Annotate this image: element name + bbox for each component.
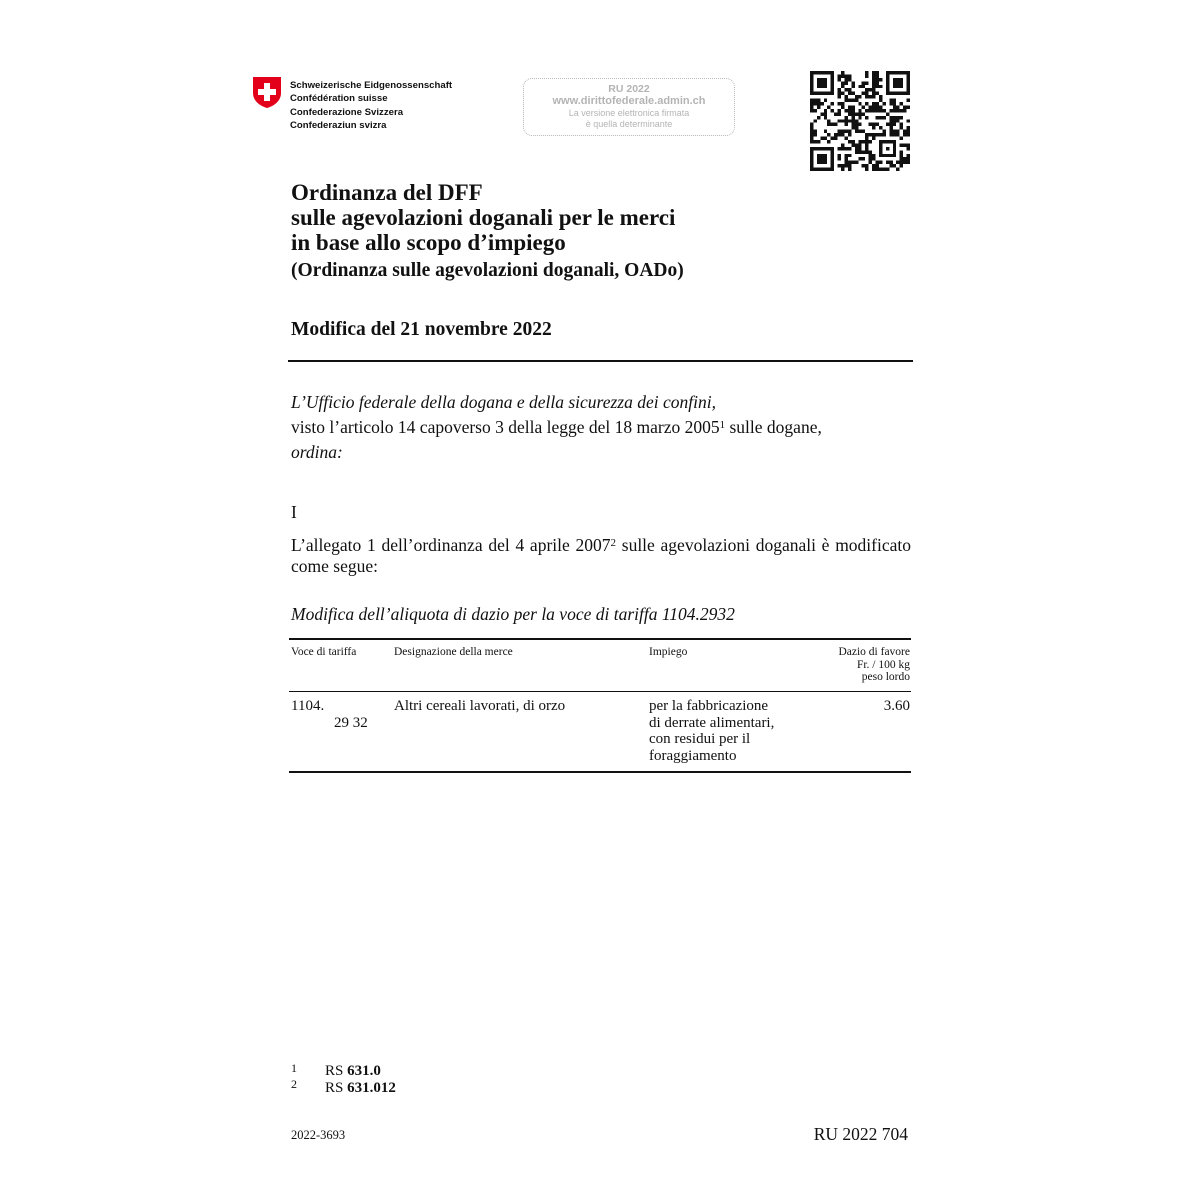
swiss-cross-icon <box>252 76 282 109</box>
header-designazione: Designazione della merce <box>394 646 513 658</box>
confederation-line-it: Confederazione Svizzera <box>290 106 404 118</box>
legal-basis-tail: sulle dogane, <box>725 417 822 437</box>
cell-voce-subheading: 29 32 <box>334 715 368 731</box>
table-caption: Modifica dell’aliquota di dazio per la voce di tariffa 1104.2932 <box>291 604 735 624</box>
title-line-1: Ordinanza del DFF <box>291 180 483 205</box>
footnote-prefix-2: RS <box>325 1080 348 1096</box>
header-dazio-line-3: peso lordo <box>861 671 910 683</box>
issuing-authority: L’Ufficio federale della dogana e della sicurezza dei confini, <box>291 392 716 412</box>
footnote-ref-link-2[interactable]: 631.012 <box>347 1080 396 1096</box>
cell-impiego-line-1: per la fabbricazione <box>649 698 769 714</box>
header-dazio-line-2: Fr. / 100 kg <box>856 658 910 671</box>
document-number: 2022-3693 <box>291 1128 346 1142</box>
title-divider <box>288 360 913 362</box>
footnote-ref-2[interactable]: 2 <box>610 537 617 549</box>
table-rule-bottom <box>289 771 911 773</box>
confederation-names <box>290 79 452 132</box>
cell-designazione: Altri cereali lavorati, di orzo <box>394 698 566 714</box>
stamp-note-1: La versione elettronica firmata <box>568 108 690 118</box>
footnote-text-2 <box>325 1080 396 1097</box>
section-paragraph <box>291 535 911 577</box>
footnote-ref-link-1[interactable]: 631.0 <box>347 1063 381 1079</box>
header-impiego: Impiego <box>649 646 688 658</box>
stamp-note-2: è quella determinante <box>585 119 673 129</box>
cell-dazio: 3.60 <box>883 698 910 714</box>
cell-impiego-line-3: con residui per il <box>649 731 751 747</box>
document-title <box>291 180 911 255</box>
confederation-line-de: Schweizerische Eidgenossenschaft <box>290 80 453 91</box>
footnote-number-2: 2 <box>291 1077 297 1091</box>
stamp-ru: RU 2022 <box>608 83 650 95</box>
footnote-prefix-1: RS <box>325 1063 348 1079</box>
table-rule-header <box>289 691 911 692</box>
title-line-3: in base allo scopo d’impiego <box>291 230 566 255</box>
confederation-line-rm: Confederaziun svizra <box>290 119 387 131</box>
footnote-ref-1[interactable]: 1 <box>719 419 726 431</box>
legal-basis <box>291 415 822 440</box>
confederation-line-fr: Confédération suisse <box>290 93 388 105</box>
title-line-2: sulle agevolazioni doganali per le merci <box>291 205 676 230</box>
qr-code-icon <box>810 71 910 171</box>
cell-impiego <box>649 698 799 764</box>
paragraph-text: L’allegato 1 dell’ordinanza del 4 aprile 2007 <box>291 535 611 555</box>
paragraph-tail: sulle agevolazioni doganali è modificato come segue: <box>291 535 912 576</box>
legal-basis-text: visto l’articolo 14 capoverso 3 della legge del 18 marzo 2005 <box>291 417 720 437</box>
header-voce: Voce di tariffa <box>291 646 357 658</box>
footnote-text-1 <box>325 1063 381 1080</box>
ordina: ordina: <box>291 442 343 462</box>
electronic-version-stamp <box>523 78 735 136</box>
cell-voce-chapter: 1104. <box>291 698 325 714</box>
footnote-number-1: 1 <box>291 1061 297 1075</box>
ru-reference: RU 2022 704 <box>813 1124 908 1144</box>
stamp-url: www.dirittofederale.admin.ch <box>552 95 706 107</box>
section-number: I <box>291 502 297 522</box>
amendment-date: Modifica del 21 novembre 2022 <box>291 319 552 340</box>
cell-impiego-line-4: foraggiamento <box>649 747 737 764</box>
table-rule-top <box>289 638 911 640</box>
short-title: (Ordinanza sulle agevolazioni doganali, OADo) <box>291 260 684 281</box>
header-dazio-line-1: Dazio di favore <box>838 646 910 658</box>
header-dazio <box>790 646 910 684</box>
cell-impiego-line-2: di derrate alimentari, <box>649 714 775 731</box>
